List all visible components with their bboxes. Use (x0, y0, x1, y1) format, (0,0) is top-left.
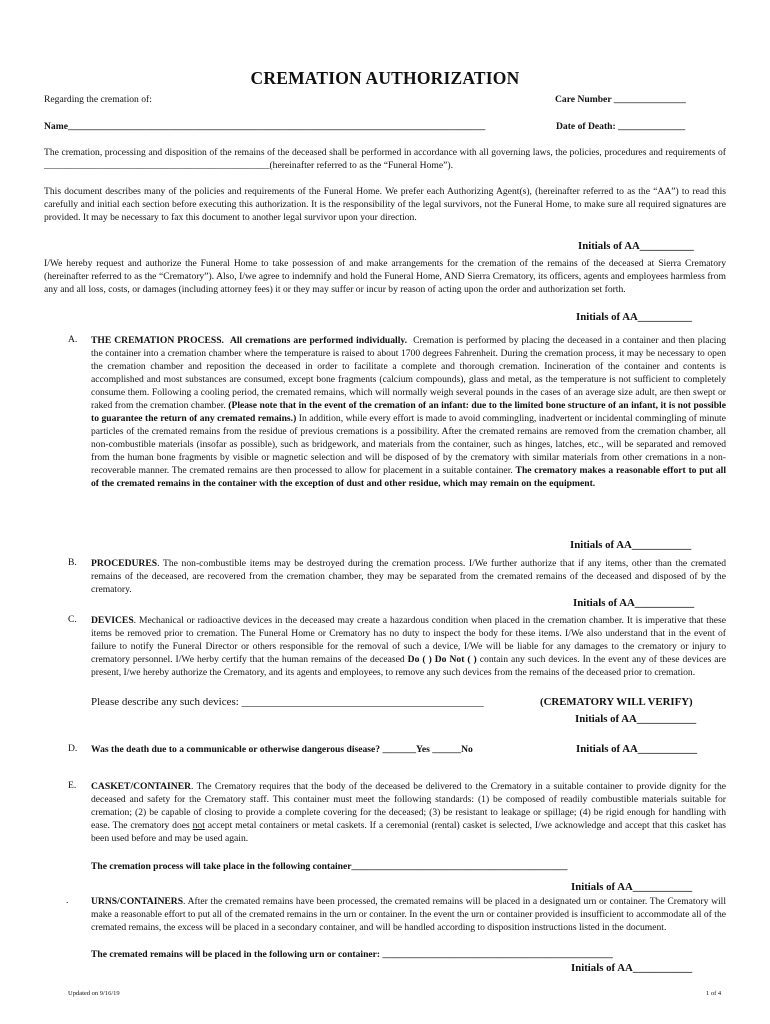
initials-field-2[interactable]: Initials of AA__________ (576, 311, 692, 323)
section-c-text-1: . Mechanical or radioactive devices in the deceased may create a hazardous condition when placed in the cremation chamber. It is imperative that these items be removed prior to cremation. The Funeral Home or Crematory has no duty to inspect the body for these items. I/We also understand that in the event of failure to notify the Funeral Director or others responsible for the removal of such a device, I/We will be liable for any damages to the crematory or injury to crematory personnel. I/We herby certify that the human remains of the deceased (91, 615, 726, 665)
section-a-initials[interactable]: Initials of AA___________ (570, 539, 692, 551)
devices-describe-field[interactable]: Please describe any such devices: ____________________________________________ (91, 696, 484, 708)
footer-updated: Updated on 9/16/19 (68, 990, 120, 997)
section-c-title: DEVICES (91, 615, 134, 626)
section-e-body (91, 780, 726, 845)
section-e-text-1: . The Crematory requires that the body of the deceased be delivered to the Crematory in a suitable container to provide dignity for the deceased and safety for the Crematory staff. This container must meet the following standards: (1) be composed of readily combustible materials suitable for cremation; (2) be capable of closing to provide a complete covering for the deceased; (3) be resistant to leakage or spillage; (4) be rigid enough for handling with ease. The crematory does (91, 781, 726, 831)
section-e-initials[interactable]: Initials of AA___________ (571, 881, 693, 893)
section-b-title: PROCEDURES (91, 558, 158, 569)
document-title: CREMATION AUTHORIZATION (250, 68, 520, 88)
section-c-text-2: contain any such devices. In the event any of these devices are present, I/we hereby authorize the Crematory, and its agents and employees, to remove any such devices from the remains of the deceased prior to cremation. (91, 654, 727, 678)
regarding-label: Regarding the cremation of: (44, 94, 152, 105)
section-a-infant-note: (Please note that in the event of the cremation of an infant: due to the limited bone structure of an infant, it is not possible to guarantee the return of any cremated remains.) (91, 400, 726, 424)
section-f-text: . After the cremated remains have been processed, the cremated remains will be placed in a designated urn or container. The Crematory will make a reasonable effort to put all of the cremated remains in the urn or container. In the event the urn or container provided is insufficient to accommodate all of the cremated remains, the excess will be placed in a secondary container, and will be handled according to disposition instructions listed in the document. (91, 896, 726, 933)
communicable-disease-question[interactable]: Was the death due to a communicable or otherwise dangerous disease? _______Yes ______No (91, 744, 473, 755)
section-a-bold-end: The crematory makes a reasonable effort to put all of the cremated remains in the container with the exception of dust and other residue, which may remain on the equipment. (91, 465, 727, 489)
intro-paragraph-1: The cremation, processing and disposition of the remains of the deceased shall be performed in accordance with all governing laws, the policies, procedures and requirements of _______________________________________________(hereinafter referred to as the “Funeral Home”). (44, 147, 726, 171)
section-e-text-2: accept metal containers or metal caskets. If a ceremonial (rental) casket is selected, I/we acknowledge and accept that this casket has been used before and may be used again. (91, 820, 726, 844)
section-c-letter: C. (68, 614, 77, 625)
section-e-title: CASKET/CONTAINER (91, 781, 192, 792)
section-a-body (91, 334, 726, 490)
urn-container-field[interactable]: The cremated remains will be placed in the following urn or container: ________________________________________________ (91, 949, 613, 960)
section-b-initials[interactable]: Initials of AA___________ (573, 597, 695, 609)
section-d-letter: D. (68, 743, 78, 754)
section-e-letter: E. (68, 780, 77, 791)
footer-page-number: 1 of 4 (706, 990, 722, 997)
section-f-letter: . (66, 895, 69, 906)
crematory-will-verify: (CREMATORY WILL VERIFY) (540, 696, 693, 708)
section-b-text: . The non-combustible items may be destroyed during the cremation process. I/We further authorize that if any items, other than the cremated remains of the deceased, are recovered from the cremation chamber, they may be separated from the cremated remains of the deceased and disposed of by the crematory. (91, 558, 726, 595)
name-field[interactable]: Name_______________________________________________________________________________________ (44, 121, 486, 132)
section-e-not: not (192, 820, 205, 831)
device-do-do-not-options[interactable]: Do ( ) Do Not ( ) (407, 654, 477, 665)
date-of-death-field[interactable]: Date of Death: ______________ (556, 121, 686, 132)
section-a-letter: A. (68, 334, 78, 345)
section-f-body (91, 895, 726, 934)
intro-paragraph-2: This document describes many of the policies and requirements of the Funeral Home. We prefer each Authorizing Agent(s), (hereinafter referred to as the “AA”) to read this carefully and initial each section before executing this authorization. It is the responsibility of the legal survivors, not the Funeral Home, to make sure all required signatures are provided. It may be necessary to fax this document to another legal survivor upon your direction. (44, 186, 726, 223)
section-c-body (91, 614, 726, 679)
intro-paragraph-3: I/We hereby request and authorize the Funeral Home to take possession of and make arrangements for the cremation of the remains of the deceased at Sierra Crematory (hereinafter referred to as the “Crematory”). Also, I/we agree to indemnify and hold the Funeral Home, AND Sierra Crematory, its officers, agents and employees harmless from any and all loss, costs, or damages (including attorney fees) it or they may suffer or incur by reason of acting upon the order and authorization set forth. (44, 258, 726, 295)
section-a-text-2: In addition, while every effort is made to avoid commingling, inadvertent or incidental commingling of minute particles of the cremated remains from the residue of previous cremations is a possibility. After the cremated remains are removed from the cremation chamber, all non-combustible materials (insofar as possible), such as bridgework, and materials from the container, such as hinges, latches, etc., will be separated and removed from the human bone fragments by visible or magnetic selection and will be disposed of by the crematory with similar materials from other cremations in a non-recoverable manner. The cremated remains are then processed to allow for placement in a suitable container. (91, 413, 726, 476)
section-d-initials[interactable]: Initials of AA___________ (576, 743, 698, 755)
section-f-initials[interactable]: Initials of AA___________ (571, 962, 693, 974)
care-number-field[interactable]: Care Number _______________ (555, 94, 686, 105)
section-b-body (91, 557, 726, 596)
section-b-letter: B. (68, 557, 77, 568)
section-a-text-1: Cremation is performed by placing the deceased in a container and then placing the container into a cremation chamber where the temperature is raised to about 1700 degrees Fahrenheit. During the cremation process, it may be necessary to open the cremation chamber and reposition the deceased in order to facilitate a complete and thorough cremation. Incineration of the container and contents is accomplished and most substances are consumed, except bone fragments (calcium compounds), glass and metal, as the temperature is not sufficient to completely consume them. Following a cooling period, the cremated remains, which will normally weigh several pounds in the cases of an average size adult, are then swept or raked from the cremation chamber. (91, 335, 727, 411)
section-a-title: THE CREMATION PROCESS. (91, 335, 224, 346)
section-a-lead: All cremations are performed individually. (229, 335, 408, 346)
initials-field-1[interactable]: Initials of AA__________ (578, 240, 694, 252)
container-field[interactable]: The cremation process will take place in the following container_____________________________________________ (91, 861, 568, 872)
section-f-title: URNS/CONTAINERS (91, 896, 184, 907)
section-c-initials[interactable]: Initials of AA___________ (575, 713, 697, 725)
